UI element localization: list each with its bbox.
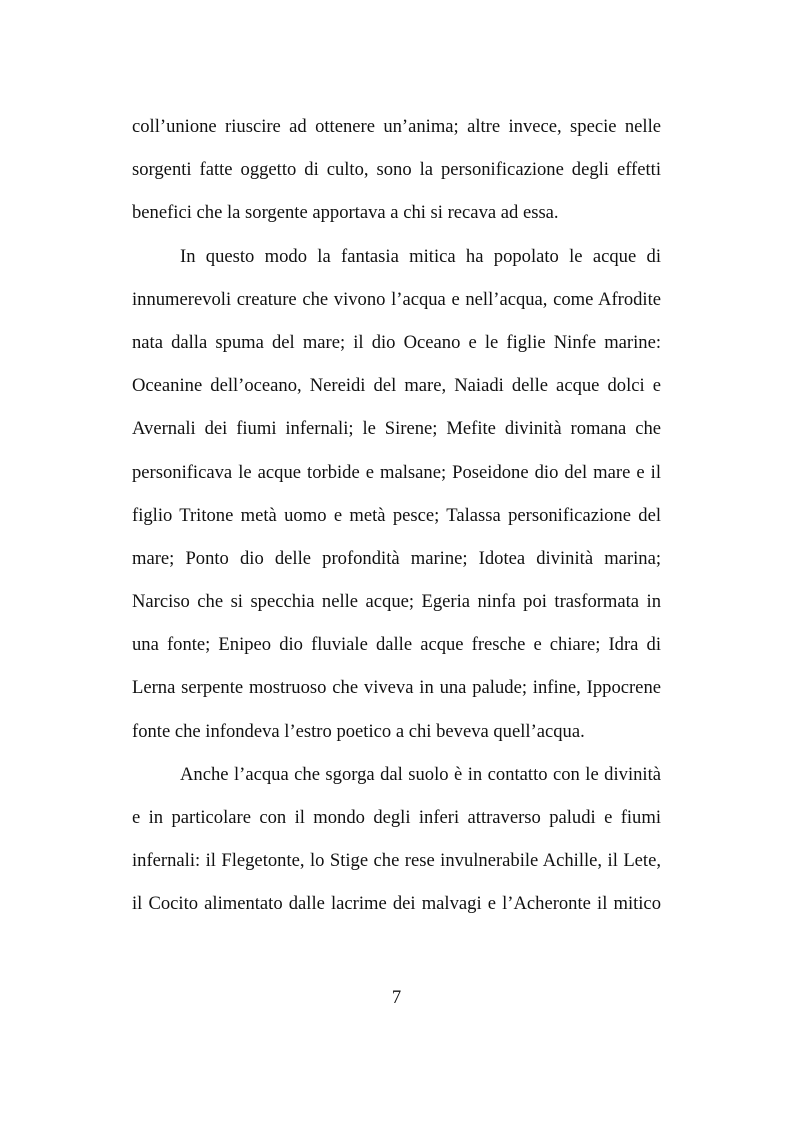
text-line: benefici che la sorgente apportava a chi si recava ad essa. [132,202,559,224]
body-text [132,107,661,928]
text-line: nata dalla spuma del mare; il dio Oceano e le figlie Ninfe marine: [132,331,661,353]
text-line: Oceanine dell’oceano, Nereidi del mare, Naiadi delle acque dolci e [132,375,661,397]
text-line: mare; Ponto dio delle profondità marine; Idotea divinità marina; [132,547,661,569]
text-line: innumerevoli creature che vivono l’acqua e nell’acqua, come Afrodite [132,288,661,310]
text-line: personificava le acque torbide e malsane; Poseidone dio del mare e il [132,461,661,483]
text-line: infernali: il Flegetonte, lo Stige che rese invulnerabile Achille, il Lete, [132,850,661,872]
text-line: una fonte; Enipeo dio fluviale dalle acque fresche e chiare; Idra di [132,634,661,656]
text-line: fonte che infondeva l’estro poetico a chi beveva quell’acqua. [132,720,585,742]
text-line: Avernali dei fiumi infernali; le Sirene; Mefite divinità romana che [132,418,661,440]
text-line: Anche l’acqua che sgorga dal suolo è in contatto con le divinità [180,763,661,785]
text-line: figlio Tritone metà uomo e metà pesce; Talassa personificazione del [132,504,661,526]
page-number: 7 [391,987,402,1008]
text-line: Lerna serpente mostruoso che viveva in una palude; infine, Ippocrene [132,677,661,699]
text-line: Narciso che si specchia nelle acque; Egeria ninfa poi trasformata in [132,591,661,613]
text-line: coll’unione riuscire ad ottenere un’anima; altre invece, specie nelle [132,116,661,137]
text-line: e in particolare con il mondo degli inferi attraverso paludi e fiumi [132,807,661,828]
text-line: sorgenti fatte oggetto di culto, sono la personificazione degli effetti [132,159,661,181]
text-line: In questo modo la fantasia mitica ha popolato le acque di [180,245,661,267]
text-line: il Cocito alimentato dalle lacrime dei malvagi e l’Acheronte il mitico [132,893,661,915]
